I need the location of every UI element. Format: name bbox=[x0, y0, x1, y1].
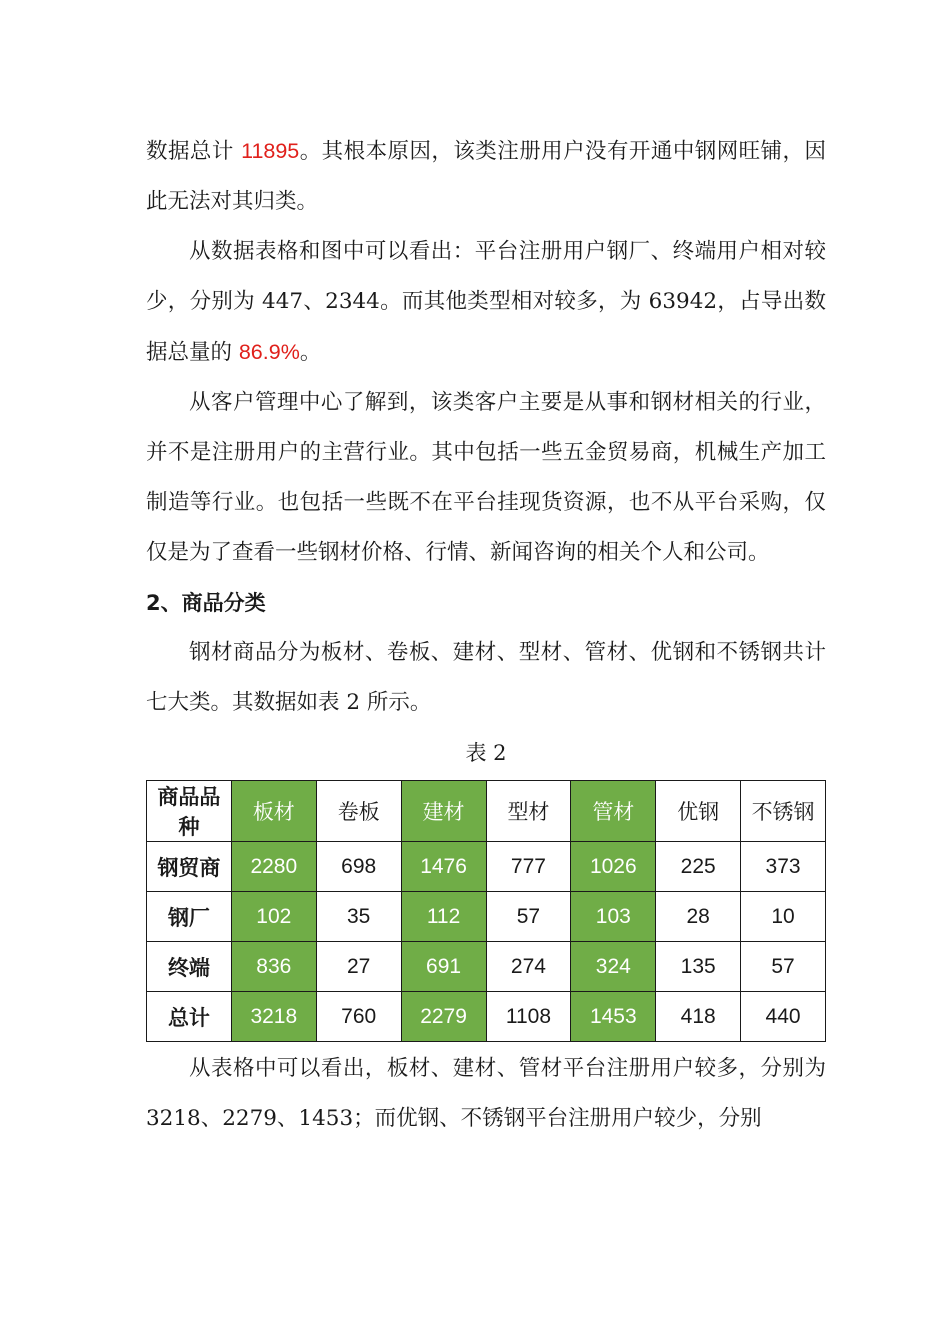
table-cell: 1108 bbox=[486, 992, 571, 1042]
table-row bbox=[147, 892, 826, 942]
table-cell: 10 bbox=[741, 892, 826, 942]
table-cell: 777 bbox=[486, 842, 571, 892]
table-header-cell: 优钢 bbox=[656, 781, 741, 842]
table-cell: 836 bbox=[231, 942, 316, 992]
table-cell: 112 bbox=[401, 892, 486, 942]
table-cell: 418 bbox=[656, 992, 741, 1042]
document-page bbox=[146, 126, 826, 1144]
table-caption: 表 2 bbox=[465, 741, 507, 765]
table-body bbox=[147, 842, 826, 1042]
product-category-table bbox=[146, 780, 826, 1042]
table-header-cell: 卷板 bbox=[316, 781, 401, 842]
section-heading: 2、商品分类 bbox=[146, 591, 266, 615]
table-cell: 27 bbox=[316, 942, 401, 992]
table-cell: 373 bbox=[741, 842, 826, 892]
table-header-cell: 建材 bbox=[401, 781, 486, 842]
table-row-label: 钢厂 bbox=[147, 892, 232, 942]
table-header-cell: 商品品种 bbox=[147, 781, 232, 842]
table-header-cell: 板材 bbox=[231, 781, 316, 842]
paragraph-categories: 钢材商品分为板材、卷板、建材、型材、管材、优钢和不锈钢共计七大类。其数据如表 2 所示。 bbox=[146, 640, 826, 715]
table-cell: 440 bbox=[741, 992, 826, 1042]
table-row bbox=[147, 942, 826, 992]
table-row bbox=[147, 842, 826, 892]
table-row-label: 总计 bbox=[147, 992, 232, 1042]
table-row-label: 终端 bbox=[147, 942, 232, 992]
table-cell: 35 bbox=[316, 892, 401, 942]
table-cell: 28 bbox=[656, 892, 741, 942]
table-header-cell: 不锈钢 bbox=[741, 781, 826, 842]
paragraph-analysis-before: 从数据表格和图中可以看出：平台注册用户钢厂、终端用户相对较少，分别为 447、2344。而其他类型相对较多，为 63942，占导出数据总量的 bbox=[146, 239, 826, 365]
paragraph-customer-center: 从客户管理中心了解到，该类客户主要是从事和钢材相关的行业，并不是注册用户的主营行业。其中包括一些五金贸易商，机械生产加工制造等行业。也包括一些既不在平台挂现货资源，也不从平台采购，仅仅是为了查看一些钢材价格、行情、新闻咨询的相关个人和公司。 bbox=[146, 390, 826, 565]
total-count-highlight: 11895 bbox=[241, 139, 300, 163]
table-cell: 225 bbox=[656, 842, 741, 892]
table-cell: 102 bbox=[231, 892, 316, 942]
table-cell: 1026 bbox=[571, 842, 656, 892]
table-header-row bbox=[147, 781, 826, 842]
percentage-highlight: 86.9% bbox=[238, 340, 300, 364]
paragraph-total-before: 数据总计 bbox=[146, 139, 242, 164]
table-row-label: 钢贸商 bbox=[147, 842, 232, 892]
table-cell: 1476 bbox=[401, 842, 486, 892]
table-cell: 2279 bbox=[401, 992, 486, 1042]
table-cell: 57 bbox=[741, 942, 826, 992]
table-cell: 691 bbox=[401, 942, 486, 992]
table-cell: 760 bbox=[316, 992, 401, 1042]
table-cell: 324 bbox=[571, 942, 656, 992]
table-header-cell: 型材 bbox=[486, 781, 571, 842]
table-cell: 135 bbox=[656, 942, 741, 992]
table-cell: 274 bbox=[486, 942, 571, 992]
paragraph-analysis-after: 。 bbox=[299, 340, 322, 365]
table-cell: 1453 bbox=[571, 992, 656, 1042]
table-cell: 103 bbox=[571, 892, 656, 942]
table-cell: 2280 bbox=[231, 842, 316, 892]
paragraph-total bbox=[146, 126, 826, 227]
table-cell: 698 bbox=[316, 842, 401, 892]
paragraph-total-after: 。其根本原因，该类注册用户没有开通中钢网旺铺，因此无法对其归类。 bbox=[146, 139, 826, 214]
table-header-cell: 管材 bbox=[571, 781, 656, 842]
table-row bbox=[147, 992, 826, 1042]
paragraph-analysis bbox=[146, 227, 826, 378]
paragraph-conclusion: 从表格中可以看出，板材、建材、管材平台注册用户较多，分别为 3218、2279、1453；而优钢、不锈钢平台注册用户较少，分别 bbox=[146, 1056, 826, 1131]
table-cell: 3218 bbox=[231, 992, 316, 1042]
table-cell: 57 bbox=[486, 892, 571, 942]
